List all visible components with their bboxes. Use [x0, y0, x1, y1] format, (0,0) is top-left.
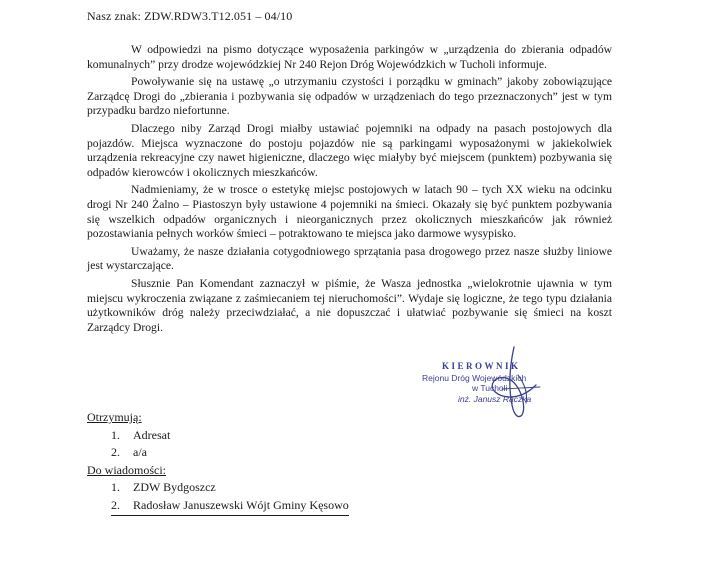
paragraph: Powoływanie się na ustawę „o utrzymaniu czystości i porządku w gminach” jakoby zobowiązujące Zarządcę Drogi do „zbierania i pozbywania się odpadów w urządzeniach do tego przeznaczonych” jest w tym przypadku bardzo niefortunne.: [87, 75, 612, 118]
list-text: Radosław Januszewski Wójt Gminy Kęsowo: [133, 497, 349, 512]
paragraph: W odpowiedzi na pismo dotyczące wyposażenia parkingów w „urządzenia do zbierania odpadów komunalnych” przy drodze wojewódzkiej Nr 240 Rejon Dróg Wojewódzkich w Tucholi informuje.: [87, 43, 612, 71]
paragraph: Słusznie Pan Komendant zaznaczył w piśmie, że Wasza jednostka „wielokrotnie ujawnia w tym miejscu wykroczenia związane z zaśmiecaniem tej nieruchomości”. Wydaje się logiczne, że tego typu działania użytkowników dróg należy przeciwdziałać, a nie dopuszczać i ułatwiać pozbywanie się śmieci na koszt Zarządcy Drogi.: [87, 276, 612, 334]
list-item: [87, 497, 349, 517]
reference-number: Nasz znak: ZDW.RDW3.T12.051 – 04/10: [87, 9, 293, 23]
distribution-list: [87, 409, 349, 516]
list-text: ZDW Bydgoszcz: [133, 480, 216, 494]
list-item: [87, 444, 349, 462]
paragraph: Dlaczego niby Zarząd Drogi miałby ustawiać pojemniki na odpady na pasach postojowych dla pojazdów. Miejsca wyznaczone do postoju pojazdów nie są parkingami wyposażonymi w jakiekolwiek urządzenia rekreacyjne czy nawet higieniczne, dlaczego więc miałyby być miejscem (punktem) pozbywania się odpadów kierowców i okolicznych mieszkańców.: [87, 121, 612, 179]
paragraph: Nadmieniamy, że w trosce o estetykę miejsc postojowych w latach 90 – tych XX wieku na odcinku drogi Nr 240 Żalno – Piastoszyn były ustawione 4 pojemniki na śmieci. Okazały się być punktem pozbywania się wszelkich odpadów organicznych i nieorganicznych przez okolicznych mieszkańców jak również pozostawiania pełnych worków śmieci – potraktowano te miejsca jako darmowe wysypisko.: [87, 183, 612, 241]
stamp-line: w Tucholi: [472, 383, 508, 393]
stamp-title: KIEROWNIK: [442, 361, 521, 371]
underlined-entry: [111, 497, 349, 517]
paragraph: Uważamy, że nasze działania cotygodniowego sprzątania pasa drogowego przez nasze służby liniowe jest wystarczające.: [87, 244, 612, 273]
stamp-line: inż. Janusz Rączka: [458, 394, 532, 404]
list-number: 2.: [111, 497, 120, 512]
list-number: 1.: [111, 480, 120, 494]
stamp-line: Rejonu Dróg Wojewódzkich: [422, 373, 527, 383]
list-item: [87, 479, 349, 497]
list-item: [87, 427, 349, 445]
info-header: Do wiadomości:: [87, 462, 166, 477]
list-text: a/a: [133, 445, 147, 459]
list-text: Adresat: [133, 427, 171, 442]
signature-stamp: [418, 345, 588, 425]
letter-body: [87, 43, 612, 338]
list-number: 2.: [111, 445, 120, 459]
list-number: 1.: [111, 427, 120, 442]
handwritten-signature-icon: [418, 345, 588, 425]
recipients-header: Otrzymują:: [87, 410, 142, 424]
